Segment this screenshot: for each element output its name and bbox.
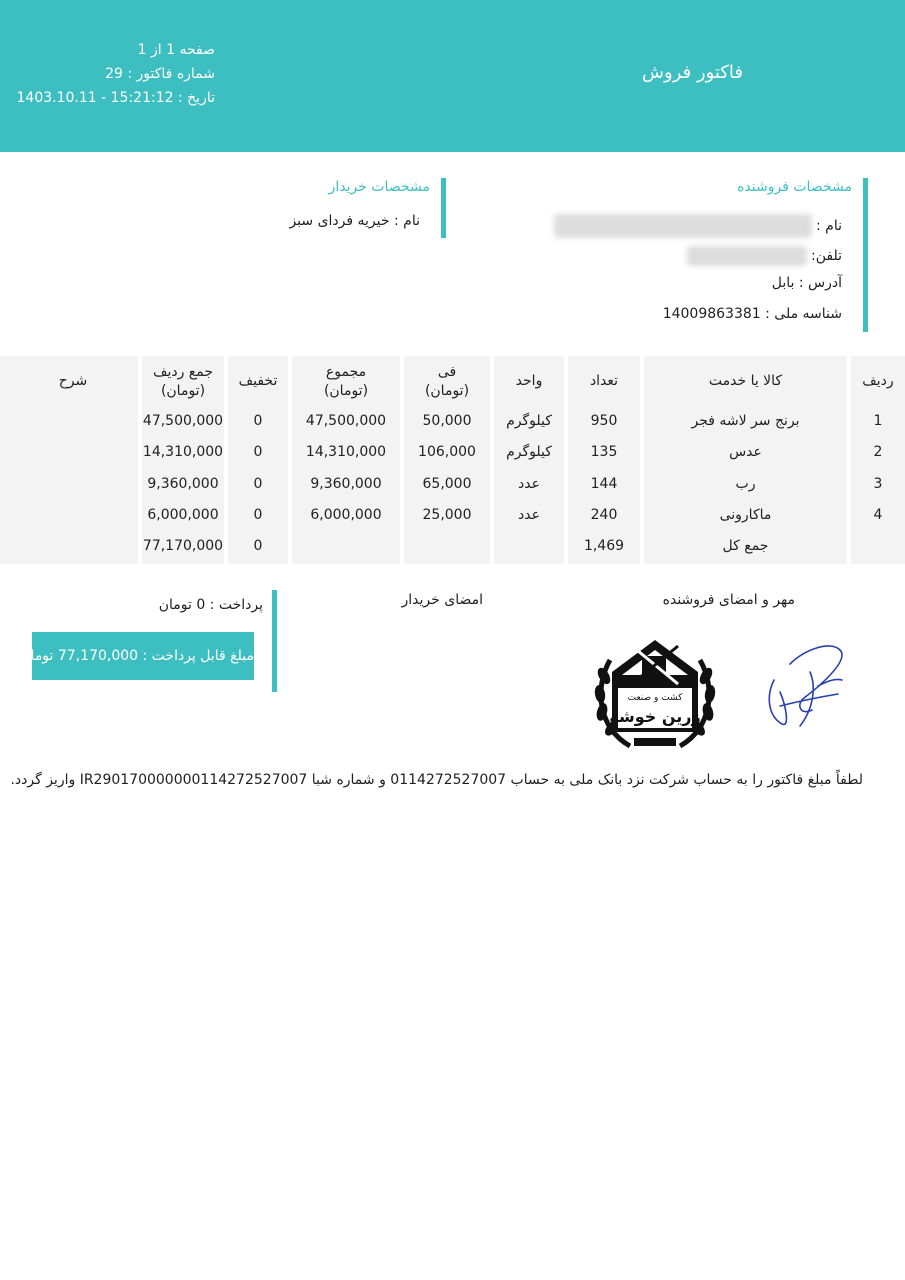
cell-price: 106,000: [418, 444, 476, 460]
seller-stamp: [590, 628, 720, 756]
cell-price: 50,000: [422, 413, 472, 429]
header-qty: تعداد: [589, 373, 619, 389]
header-unit: واحد: [515, 373, 543, 389]
buyer-accent-bar: [441, 178, 446, 238]
seller-phone: [687, 246, 842, 266]
header-price-unit: (تومان): [424, 383, 470, 399]
header-row-number: ردیف: [862, 373, 894, 389]
cell-qty: 135: [590, 444, 618, 460]
cell-row-number: 1: [873, 413, 883, 429]
cell-unit: عدد: [518, 476, 540, 492]
cell-total: 9,360,000: [310, 476, 382, 492]
totals-rowsum: 77,170,000: [142, 538, 224, 554]
invoice-date: تاریخ : 15:21:12 - 1403.10.11: [16, 90, 215, 106]
cell-rowsum: 47,500,000: [142, 413, 224, 429]
seller-name-label: نام :: [816, 218, 842, 234]
header-price: [404, 363, 490, 401]
invoice-number: شماره فاکتور : 29: [105, 66, 215, 82]
buyer-heading: مشخصات خریدار: [328, 179, 430, 195]
cell-qty: 950: [590, 413, 618, 429]
seller-signature: [760, 636, 852, 732]
header-total: [292, 363, 400, 401]
seller-name-redacted: [554, 214, 812, 238]
cell-row-number: 3: [873, 476, 883, 492]
cell-price: 65,000: [422, 476, 472, 492]
header-total-unit: (تومان): [323, 383, 369, 399]
seller-address: آدرس : بابل: [771, 275, 842, 291]
cell-discount: 0: [253, 507, 263, 523]
cell-qty: 240: [590, 507, 618, 523]
seller-national-id: شناسه ملی : 14009863381: [662, 306, 842, 322]
seller-heading: مشخصات فروشنده: [737, 179, 852, 195]
cell-unit: کیلوگرم: [506, 444, 552, 460]
header-rowsum-label: جمع ردیف: [152, 364, 214, 380]
cell-unit: عدد: [518, 507, 540, 523]
header-rowsum: [142, 363, 224, 401]
cell-discount: 0: [253, 413, 263, 429]
buyer-name: نام : خیریه فردای سبز: [289, 213, 420, 229]
cell-item: برنج سر لاشه فجر: [691, 413, 800, 429]
paid-amount: پرداخت : 0 تومان: [158, 597, 263, 613]
seller-phone-label: تلفن:: [811, 248, 842, 264]
totals-label: جمع کل: [722, 538, 769, 554]
header-total-label: مجموع: [325, 364, 367, 380]
totals-qty: 1,469: [583, 538, 625, 554]
header-rowsum-unit: (تومان): [160, 383, 206, 399]
cell-row-number: 2: [873, 444, 883, 460]
cell-unit: کیلوگرم: [506, 413, 552, 429]
stamp-text: زرین خوشه: [609, 707, 701, 726]
cell-discount: 0: [253, 444, 263, 460]
buyer-signature-label: امضای خریدار: [401, 592, 483, 608]
payable-amount: مبلغ قابل پرداخت : 77,170,000 تومان: [32, 632, 254, 680]
header-discount: تخفیف: [238, 373, 278, 389]
seller-accent-bar: [863, 178, 868, 332]
totals-discount: 0: [253, 538, 263, 554]
header-desc: شرح: [58, 373, 88, 389]
seller-name: [554, 214, 842, 238]
buyer-info: [200, 178, 446, 238]
page-info: صفحه 1 از 1: [137, 42, 215, 58]
cell-rowsum: 6,000,000: [147, 507, 219, 523]
cell-row-number: 4: [873, 507, 883, 523]
seller-info: [460, 178, 868, 332]
seller-signature-label: مهر و امضای فروشنده: [662, 592, 795, 608]
cell-item: عدس: [729, 444, 762, 460]
cell-rowsum: 9,360,000: [147, 476, 219, 492]
cell-total: 47,500,000: [305, 413, 387, 429]
cell-price: 25,000: [422, 507, 472, 523]
invoice-header: [0, 0, 905, 152]
cell-total: 14,310,000: [305, 444, 387, 460]
items-table: [0, 356, 905, 564]
cell-rowsum: 14,310,000: [142, 444, 224, 460]
header-price-label: فی: [437, 364, 457, 380]
cell-qty: 144: [590, 476, 618, 492]
payment-accent-bar: [272, 590, 277, 692]
seller-phone-redacted: [687, 246, 807, 266]
cell-total: 6,000,000: [310, 507, 382, 523]
header-item: کالا یا خدمت: [708, 373, 783, 389]
stamp-top-text: کشت و صنعت: [627, 693, 683, 703]
cell-item: رب: [735, 476, 756, 492]
cell-item: ماکارونی: [719, 507, 772, 523]
invoice-title: فاکتور فروش: [641, 62, 743, 83]
cell-discount: 0: [253, 476, 263, 492]
payment-instruction: لطفاً مبلغ فاکتور را به حساب شرکت نزد بانک ملی به حساب 0114272527007 و شماره شبا IR290170000000114272527007 واریز گردد.: [10, 772, 863, 788]
